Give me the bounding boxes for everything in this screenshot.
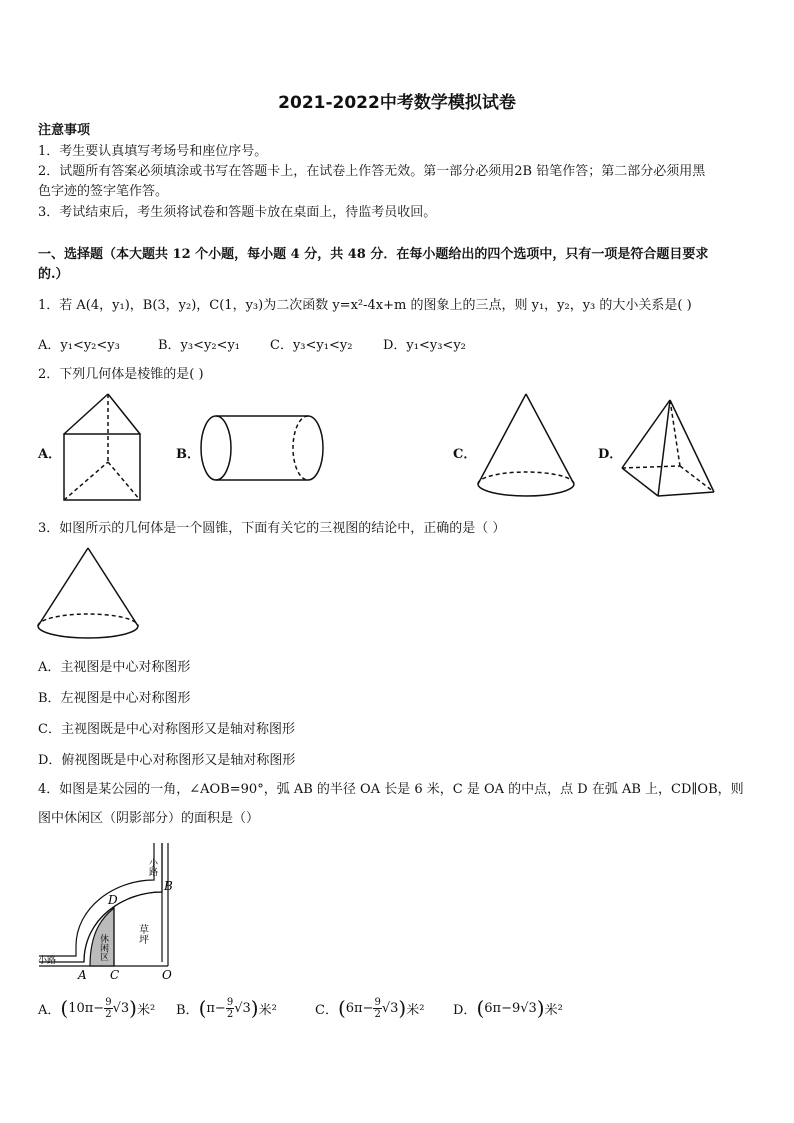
option-label: C．: [315, 1002, 338, 1018]
q3-option-a: A．主视图是中心对称图形: [38, 660, 191, 675]
option-coef: 6: [345, 1000, 355, 1016]
triangular-prism-figure: [60, 392, 150, 504]
notice-item: 2．试题所有答案必须填涂或书写在答题卡上，在试卷上作答无效。第一部分必须用2B 铅笔作答；第二部分必须用黑: [38, 164, 706, 179]
point-a-label: A: [78, 968, 87, 982]
q2-stem: 2．下列几何体是棱锥的是( ): [38, 367, 204, 382]
frac-den: 2: [226, 1008, 234, 1020]
point-c-label: C: [110, 968, 120, 982]
q4-option-c: C． ( 6 π− $\frac{9}{2}$ √3 ) 米²: [315, 996, 425, 1020]
q3-option-b: B．左视图是中心对称图形: [38, 691, 191, 706]
section-heading-cont: 的.）: [38, 267, 69, 282]
q2-label-b: B．: [176, 447, 200, 462]
park-figure: [34, 838, 194, 982]
frac-den: 2: [105, 1008, 112, 1020]
q1-option-d: D．y₁<y₃<y₂: [383, 338, 466, 353]
q1-option-b: B．y₃<y₂<y₁: [158, 338, 241, 353]
notice-item: 色字迹的签字笔作答。: [38, 184, 169, 199]
q4-stem-cont: 图中休闲区（阴影部分）的面积是（）: [38, 811, 260, 826]
q3-option-c: C．主视图既是中心对称图形又是轴对称图形: [38, 722, 295, 737]
option-label: A．: [38, 1002, 61, 1018]
option-unit: 米²: [406, 1002, 425, 1018]
notice-item: 1．考生要认真填写考场号和座位序号。: [38, 144, 268, 159]
pyramid-figure: [618, 396, 722, 500]
option-coef: 10: [68, 1000, 85, 1016]
rest-area-label: 休闲区: [98, 934, 108, 961]
q3-cone-figure: [34, 546, 144, 646]
q2-label-d: D．: [598, 447, 623, 462]
option-unit: 米²: [136, 1002, 156, 1018]
point-o-label: O: [162, 968, 172, 982]
q1-option-a: A．y₁<y₂<y₃: [38, 338, 120, 353]
option-rest: −9√3: [501, 1000, 537, 1016]
q4-option-a: A． ( 10 π− $\frac{9}{2}$ √3 ) 米²: [38, 996, 156, 1020]
option-label: D．: [453, 1002, 477, 1018]
frac-den: 2: [374, 1008, 381, 1020]
option-unit: 米²: [544, 1002, 563, 1018]
option-unit: 米²: [258, 1002, 277, 1018]
grass-label: 草坪: [136, 924, 148, 944]
q4-stem: 4．如图是某公园的一角，∠AOB=90°，弧 AB 的半径 OA 长是 6 米，C 是 OA 的中点，点 D 在弧 AB 上，CD∥OB，则: [38, 782, 744, 797]
q4-option-b: B． ( π− $\frac{9}{2}$ √3 ) 米²: [176, 996, 277, 1020]
q1-stem: 1．若 A(4，y₁)，B(3，y₂)，C(1，y₃)为二次函数 y=x²-4x+m 的图象上的三点，则 y₁，y₂，y₃ 的大小关系是( ): [38, 298, 692, 313]
page-title: 2021-2022中考数学模拟试卷: [278, 93, 516, 113]
notice-item: 3．考试结束后，考生须将试卷和答题卡放在桌面上，待监考员收回。: [38, 205, 437, 220]
path-top-label: 小路: [147, 858, 157, 876]
frac-num: 9: [105, 996, 112, 1008]
q3-option-d: D．俯视图既是中心对称图形又是轴对称图形: [38, 753, 296, 768]
q4-option-d: D． ( 6 π −9√3 ) 米²: [453, 996, 563, 1020]
q1-option-c: C．y₃<y₁<y₂: [270, 338, 353, 353]
frac-num: 9: [374, 996, 381, 1008]
option-coef: 6: [484, 1000, 493, 1016]
option-label: B．: [176, 1002, 199, 1018]
notice-heading: 注意事项: [38, 123, 91, 138]
q2-label-a: A．: [38, 447, 62, 462]
point-d-label: D: [108, 893, 118, 907]
cylinder-figure: [198, 412, 328, 484]
q2-label-c: C．: [453, 447, 477, 462]
point-b-label: B: [164, 879, 173, 893]
section-heading: 一、选择题（本大题共 12 个小题，每小题 4 分，共 48 分．在每小题给出的四个选项中，只有一项是符合题目要求: [38, 247, 709, 262]
cone-figure: [474, 392, 578, 500]
path-left-label: 小路: [38, 956, 57, 966]
frac-num: 9: [226, 996, 234, 1008]
q3-stem: 3．如图所示的几何体是一个圆锥，下面有关它的三视图的结论中，正确的是（ ）: [38, 521, 506, 536]
